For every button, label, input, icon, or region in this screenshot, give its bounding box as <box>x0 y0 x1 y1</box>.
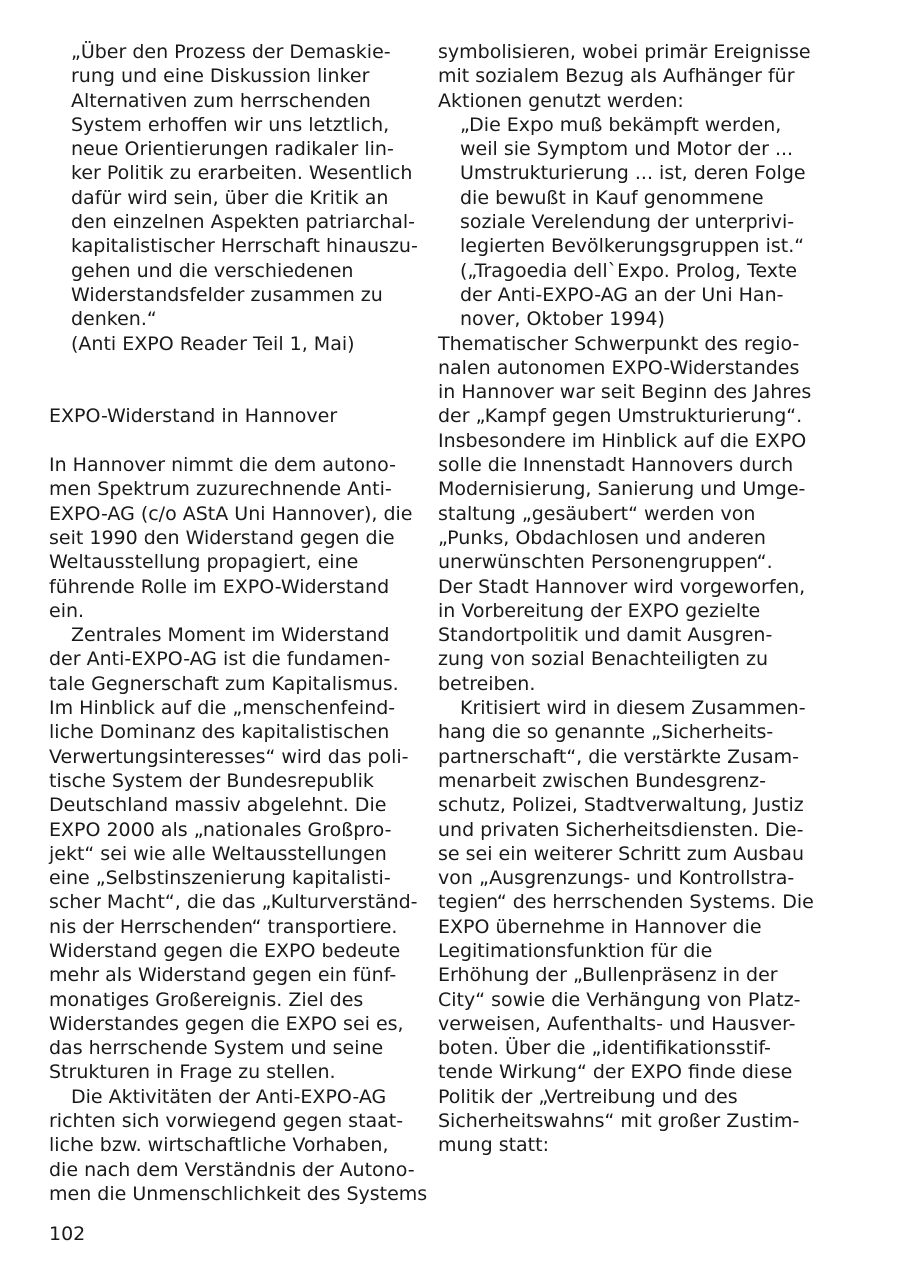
text-line: tegien“ des herrschenden Systems. Die <box>438 891 814 914</box>
text-line: ker Politik zu erarbeiten. Wesentlich <box>71 162 413 185</box>
text-line: und privaten Sicherheitsdiensten. Die- <box>438 818 804 841</box>
text-line: ein. <box>49 599 85 622</box>
text-line: Alternativen zum herrschenden <box>71 89 371 112</box>
text-line: Insbesondere im Hinblick auf die EXPO <box>438 429 807 452</box>
text-line: das herrschende System und seine <box>49 1037 384 1060</box>
paragraph-2 <box>49 623 418 1085</box>
text-line: weil sie Symptom und Motor der ... <box>460 138 794 161</box>
text-line: solle die Innenstadt Hannovers durch <box>438 454 794 477</box>
text-line: mehr als Widerstand gegen ein fünf- <box>49 964 397 987</box>
quote-source: der Anti-EXPO-AG an der Uni Han- <box>460 283 784 306</box>
text-line: rung und eine Diskussion linker <box>71 65 370 88</box>
text-line: in Hannover war seit Beginn des Jahres <box>438 381 812 404</box>
text-line: zung von sozial Benachteiligten zu <box>438 648 769 671</box>
text-line: Widerstand gegen die EXPO bedeute <box>49 939 401 962</box>
paragraph-3 <box>49 1085 428 1206</box>
text-line: führende Rolle im EXPO-Widerstand <box>49 575 390 598</box>
text-line: scher Macht“, die das „Kulturverständ- <box>49 891 418 914</box>
text-line: unerwünschten Personengruppen“. <box>438 551 773 574</box>
text-line: Zentrales Moment im Widerstand <box>71 624 390 647</box>
text-line: Standortpolitik und damit Ausgren- <box>438 624 773 647</box>
text-line: liche bzw. wirtschaftliche Vorhaben, <box>49 1134 389 1157</box>
quote-source: nover, Oktober 1994) <box>460 308 665 331</box>
text-line: monatiges Großereignis. Ziel des <box>49 988 364 1011</box>
paragraph-1 <box>49 453 413 623</box>
text-line: In Hannover nimmt die dem autono- <box>49 454 396 477</box>
text-line: neue Orientierungen radikaler lin- <box>71 138 394 161</box>
text-line: Erhöhung der „Bullenpräsenz in der <box>438 964 778 987</box>
text-line: menarbeit zwischen Bundesgrenz- <box>438 769 766 792</box>
quote-tragoedia <box>438 113 806 332</box>
text-line: tische System der Bundesrepublik <box>49 769 374 792</box>
text-line: se sei ein weiterer Schritt zum Ausbau <box>438 842 804 865</box>
text-line: System erhoffen wir uns letztlich, <box>71 113 390 136</box>
text-line: tende Wirkung“ der EXPO finde diese <box>438 1061 793 1084</box>
text-line: Der Stadt Hannover wird vorgeworfen, <box>438 575 806 598</box>
text-line: von „Ausgrenzungs- und Kontrollstra- <box>438 867 795 890</box>
text-line: men Spektrum zuzurechnende Anti- <box>49 478 392 501</box>
text-line: Thematischer Schwerpunkt des regio- <box>438 332 800 355</box>
text-line: „Die Expo muß bekämpft werden, <box>460 113 782 136</box>
text-line: Deutschland massiv abgelehnt. Die <box>49 794 387 817</box>
text-line: „Über den Prozess der Demaskie- <box>71 41 391 63</box>
text-line: Kritisiert wird in diesem Zusammen- <box>460 697 806 720</box>
text-line: Weltausstellung propagiert, eine <box>49 551 359 574</box>
text-line: schutz, Polizei, Stadtverwaltung, Justiz <box>438 794 804 817</box>
quote-source: („Tragoedia dell`Expo. Prolog, Texte <box>460 259 798 282</box>
text-line: hang die so genannte „Sicherheits- <box>438 721 774 744</box>
text-line: City“ sowie die Verhängung von Platz- <box>438 988 801 1011</box>
text-line: kapitalistischer Herrschaft hinauszu- <box>71 235 418 258</box>
paragraph-continued <box>438 40 811 113</box>
text-line: tale Gegnerschaft zum Kapitalismus. <box>49 672 399 695</box>
text-line: Strukturen in Frage zu stellen. <box>49 1061 336 1084</box>
text-line: nalen autonomen EXPO-Widerstandes <box>438 356 800 379</box>
left-column <box>49 40 428 1206</box>
text-line: symbolisieren, wobei primär Ereignisse <box>438 41 811 63</box>
text-line: Aktionen genutzt werden: <box>438 89 684 112</box>
text-line: mung statt: <box>438 1134 549 1157</box>
text-line: eine „Selbstinszenierung kapitalisti- <box>49 867 391 890</box>
text-line: soziale Verelendung der unterprivi- <box>460 211 795 234</box>
text-line: der „Kampf gegen Umstrukturierung“. <box>438 405 803 428</box>
text-line: EXPO-AG (c/o AStA Uni Hannover), die <box>49 502 413 525</box>
section-heading: EXPO-Widerstand in Hannover <box>49 405 338 428</box>
text-line: boten. Über die „identifikationsstif- <box>438 1037 771 1060</box>
text-line: Legitimationsfunktion für die <box>438 939 713 962</box>
text-line: dafür wird sein, über die Kritik an <box>71 186 389 209</box>
text-line: „Punks, Obdachlosen und anderen <box>438 526 766 549</box>
text-line: die bewußt in Kauf genommene <box>460 186 764 209</box>
quote-anti-expo-reader <box>49 40 418 356</box>
text-line: der Anti-EXPO-AG ist die fundamen- <box>49 648 391 671</box>
text-line: den einzelnen Aspekten patriarchal- <box>71 211 416 234</box>
text-line: Modernisierung, Sanierung und Umge- <box>438 478 806 501</box>
text-line: jekt“ sei wie alle Weltausstellungen <box>49 842 387 865</box>
text-line: EXPO übernehme in Hannover die <box>438 915 762 938</box>
text-line: betreiben. <box>438 672 536 695</box>
text-line: gehen und die verschiedenen <box>71 259 354 282</box>
text-line: partnerschaft“, die verstärkte Zusam- <box>438 745 800 768</box>
text-line: denken.“ <box>71 308 157 331</box>
text-line: verweisen, Aufenthalts- und Hausver- <box>438 1012 796 1035</box>
text-line: EXPO 2000 als „nationales Großpro- <box>49 818 392 841</box>
paragraph-5 <box>438 696 814 1158</box>
text-line: Die Aktivitäten der Anti-EXPO-AG <box>71 1085 387 1108</box>
text-line: Politik der „Vertreibung und des <box>438 1085 738 1108</box>
text-line: in Vorbereitung der EXPO gezielte <box>438 599 761 622</box>
text-line: nis der Herrschenden“ transportiere. <box>49 915 398 938</box>
text-line: die nach dem Verständnis der Autono- <box>49 1158 415 1181</box>
text-line: Sicherheitswahns“ mit großer Zustim- <box>438 1110 800 1133</box>
text-line: Umstrukturierung ... ist, deren Folge <box>460 162 806 185</box>
text-line: Widerstandsfelder zusammen zu <box>71 283 383 306</box>
text-line: Verwertungsinteresses“ wird das poli- <box>49 745 409 768</box>
quote-source: (Anti EXPO Reader Teil 1, Mai) <box>71 332 355 355</box>
right-column <box>438 40 814 1158</box>
text-line: Widerstandes gegen die EXPO sei es, <box>49 1012 404 1035</box>
text-line: mit sozialem Bezug als Aufhänger für <box>438 65 795 88</box>
page-number: 102 <box>49 1223 86 1245</box>
text-line: staltung „gesäubert“ werden von <box>438 502 756 525</box>
paragraph-4 <box>438 332 812 696</box>
text-line: Im Hinblick auf die „menschenfeind- <box>49 697 396 720</box>
text-line: legierten Bevölkerungsgruppen ist.“ <box>460 235 805 258</box>
text-line: men die Unmenschlichkeit des Systems <box>49 1182 428 1205</box>
text-line: richten sich vorwiegend gegen staat- <box>49 1110 404 1133</box>
text-line: liche Dominanz des kapitalistischen <box>49 721 390 744</box>
text-line: seit 1990 den Widerstand gegen die <box>49 526 395 549</box>
